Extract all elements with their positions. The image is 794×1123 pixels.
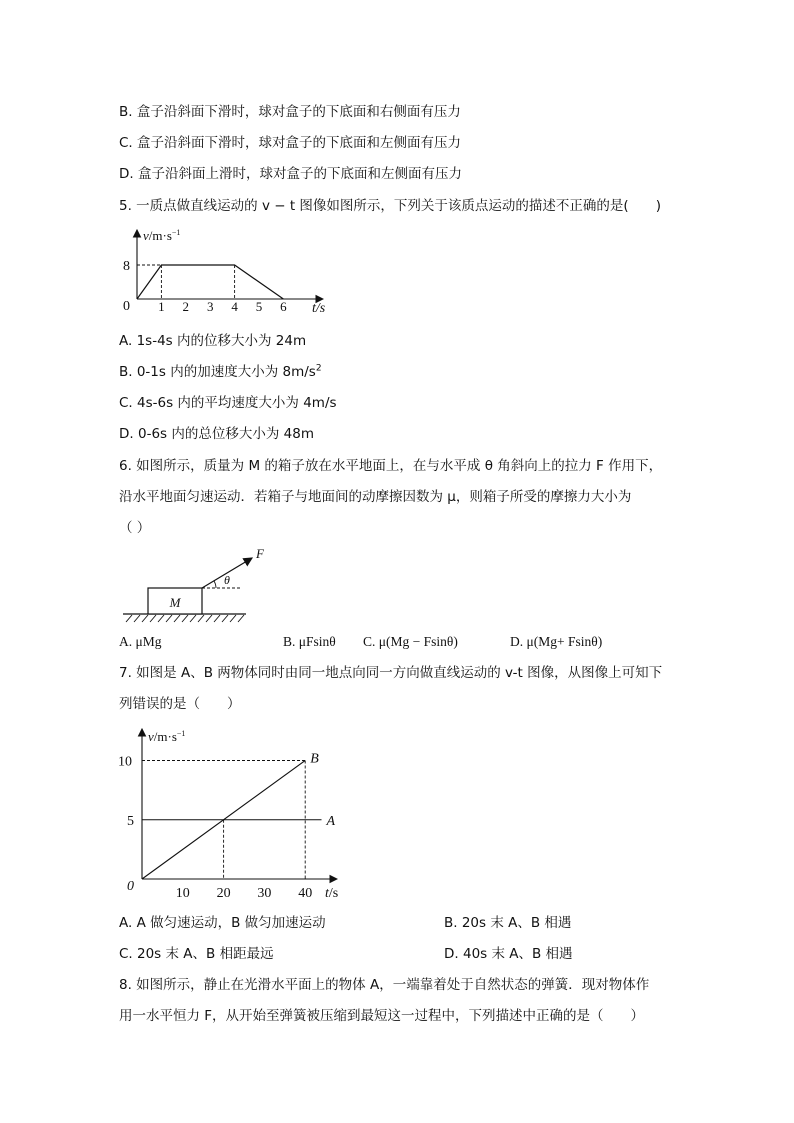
q6-box-figure — [118, 544, 264, 624]
series-v-line — [137, 265, 283, 299]
y-tick-label: 8 — [123, 259, 130, 274]
origin-label: 0 — [127, 879, 134, 894]
x-tick-label: 40 — [298, 886, 313, 901]
q5-option-a: A. 1s-4s 内的位移大小为 24m — [119, 333, 307, 349]
q5-option-b-sup: 2 — [315, 363, 322, 374]
q6-option-a: A. μMg — [119, 634, 162, 649]
q5-vt-chart — [115, 226, 340, 318]
q5-stem: 5. 一质点做直线运动的 v − t 图像如图所示，下列关于该质点运动的描述不正确的是( ) — [119, 198, 661, 214]
origin-label: 0 — [123, 299, 130, 314]
angle-label: θ — [224, 573, 230, 587]
y-tick-label: 10 — [118, 754, 132, 770]
q7-option-a: A. A 做匀速运动，B 做匀加速运动 — [119, 915, 326, 931]
x-tick-label: 1 — [158, 299, 165, 314]
x-tick-label: 2 — [182, 299, 190, 314]
x-tick-label: 20 — [216, 886, 231, 901]
y-axis-label: $v/m\cdot s^{-1}$ — [143, 228, 181, 243]
q6-option-b: B. μFsinθ — [283, 634, 336, 649]
q7-option-d: D. 40s 末 A、B 相遇 — [444, 946, 573, 962]
q5-option-d: D. 0-6s 内的总位移大小为 48m — [119, 426, 314, 442]
q8-stem-line-1: 8. 如图所示，静止在光滑水平面上的物体 A，一端靠着处于自然状态的弹簧．现对物体作 — [119, 977, 650, 993]
q6-option-d: D. μ(Mg+ Fsinθ) — [510, 634, 603, 649]
force-label: F — [256, 546, 264, 561]
option-b-line: B. 盒子沿斜面下滑时，球对盒子的下底面和右侧面有压力 — [119, 104, 461, 120]
x-tick-label: 6 — [280, 299, 287, 314]
x-axis-label: t/s — [312, 301, 326, 316]
q5-option-b-text: B. 0-1s 内的加速度大小为 8m/s — [119, 364, 316, 380]
q5-option-b — [119, 362, 322, 382]
q6-stem-line-2: 沿水平地面匀速运动．若箱子与地面间的动摩擦因数为 μ，则箱子所受的摩擦力大小为 — [119, 489, 632, 505]
q6-stem-line-3: （ ） — [119, 520, 151, 536]
angle-arc — [214, 581, 216, 588]
q5-option-c: C. 4s-6s 内的平均速度大小为 4m/s — [119, 395, 337, 411]
series-a-label: A — [326, 813, 336, 829]
option-d-line: D. 盒子沿斜面上滑时，球对盒子的下底面和左侧面有压力 — [119, 166, 462, 182]
x-axis-label: t/s — [325, 886, 339, 901]
series-b-label: B — [310, 751, 319, 767]
x-tick-label: 4 — [231, 299, 238, 314]
x-tick-label: 5 — [255, 299, 263, 314]
x-tick-label: 30 — [257, 886, 272, 901]
y-tick-label: 5 — [127, 813, 134, 829]
x-tick-label: 10 — [175, 886, 190, 901]
q8-stem-line-2: 用一水平恒力 F，从开始至弹簧被压缩到最短这一过程中，下列描述中正确的是（ ） — [119, 1008, 645, 1024]
box-label: M — [169, 595, 181, 610]
q7-option-b: B. 20s 末 A、B 相遇 — [444, 915, 572, 931]
q7-vt-chart — [115, 724, 350, 906]
x-tick-label: 3 — [206, 299, 214, 314]
y-axis-label: $v/m\cdot s^{-1}$ — [148, 729, 186, 744]
q6-stem-line-1: 6. 如图所示，质量为 M 的箱子放在水平地面上，在与水平成 θ 角斜向上的拉力 F 作用下， — [119, 458, 663, 474]
q6-option-c: C. μ(Mg − Fsinθ) — [363, 634, 458, 649]
q7-stem-line-1: 7. 如图是 A、B 两物体同时由同一地点向同一方向做直线运动的 v-t 图像，从图像上可知下 — [119, 665, 663, 681]
q7-option-c: C. 20s 末 A、B 相距最远 — [119, 946, 274, 962]
ground-hatching — [126, 615, 244, 622]
option-c-line: C. 盒子沿斜面下滑时，球对盒子的下底面和左侧面有压力 — [119, 135, 462, 151]
q7-stem-line-2: 列错误的是（ ） — [119, 696, 241, 712]
